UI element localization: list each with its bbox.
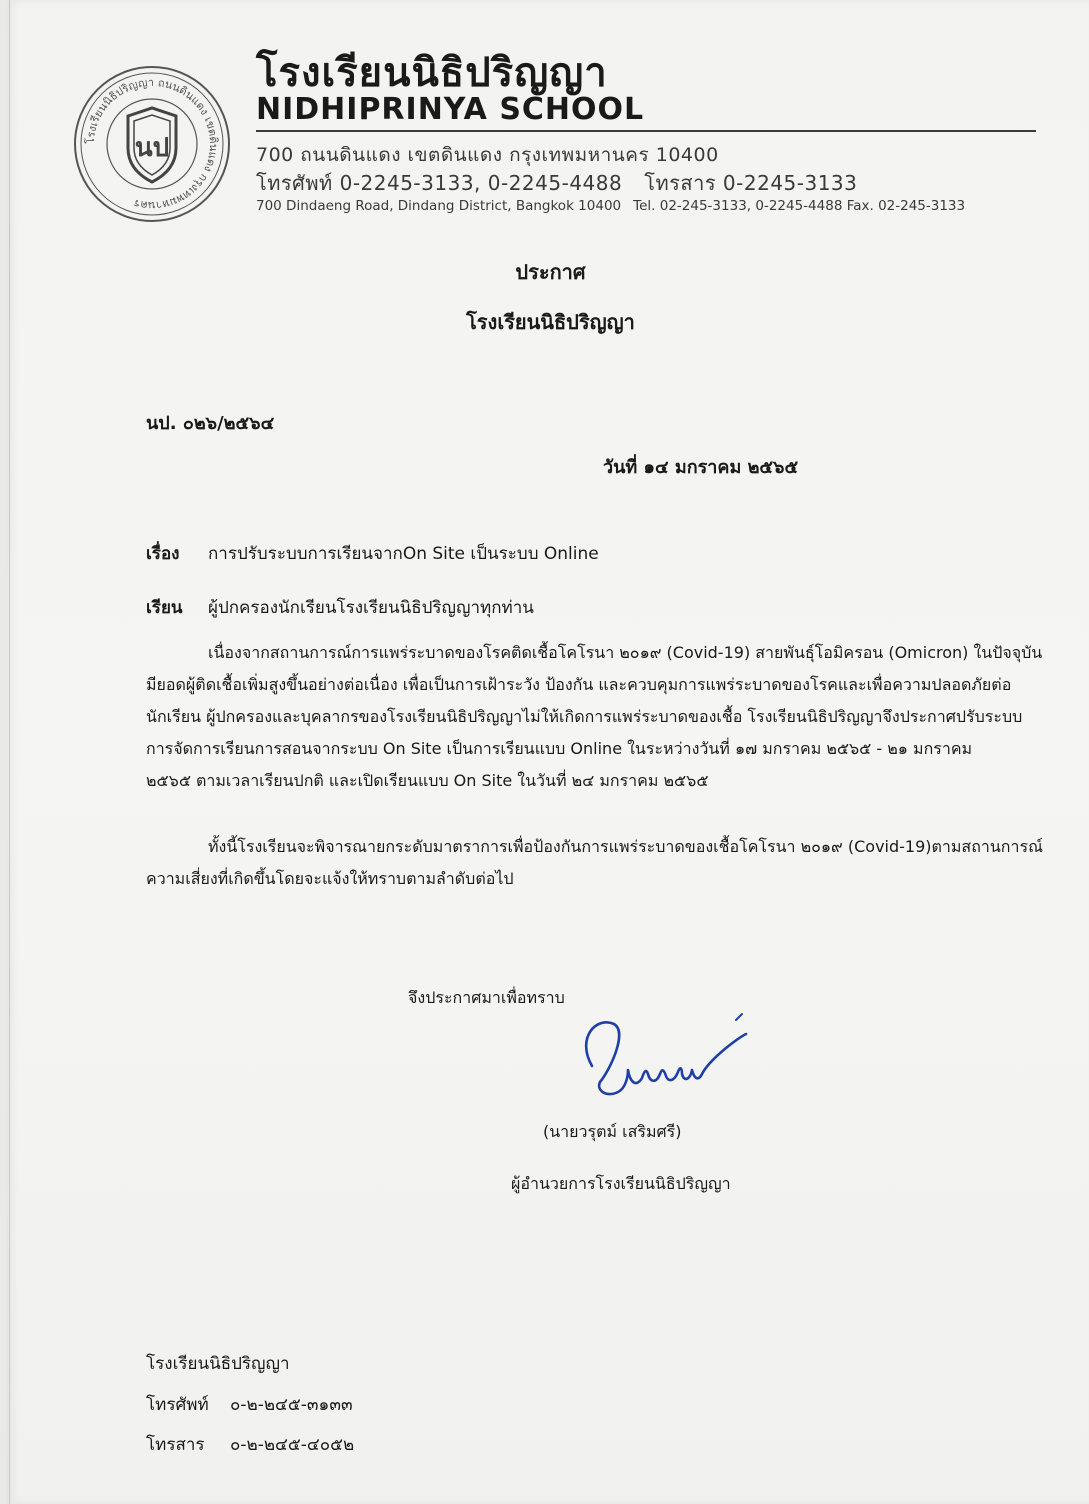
footer-fax-row: [146, 1431, 354, 1458]
recipient-row: [146, 594, 534, 621]
phone-fax-thai: [256, 167, 857, 199]
footer-fax-label: โทรสาร: [146, 1435, 205, 1455]
paragraph-line: ความเสี่ยงที่เกิดขึ้นโดยจะแจ้งให้ทราบตามลำดับต่อไป: [146, 869, 514, 888]
footer-school: โรงเรียนนิธิปริญญา: [146, 1354, 290, 1374]
document-number: นป. ๐๒๖/๒๕๖๔: [146, 413, 275, 434]
footer-fax: ๐-๒-๒๔๕-๔๐๕๒: [230, 1435, 355, 1455]
seal-ring-text: โรงเรียนนิธิปริญญา ถนนดินแดง เขตดินแดง กรุงเทพมหานคร: [83, 75, 221, 213]
signer-name: (นายวรุตม์ เสริมศรี): [543, 1122, 682, 1141]
address-english-line: [256, 198, 965, 214]
school-name-english: NIDHIPRINYA SCHOOL: [256, 92, 645, 127]
paragraph-line: มียอดผู้ติดเชื้อเพิ่มสูงขึ้นอย่างต่อเนื่อง เพื่อเป็นการเฝ้าระวัง ป้องกัน และควบคุมการแพร่ระบาดของโรคและเพื่อความปลอดภัยต่อ: [146, 675, 1012, 694]
paragraph-line: ทั้งนี้โรงเรียนจะพิจารณายกระดับมาตราการเพื่อป้องกันการแพร่ระบาดของเชื้อโคโรนา ๒๐๑๙ (Covid-19)ตามสถานการณ์: [208, 837, 1043, 856]
footer-phone: ๐-๒-๒๔๕-๓๑๓๓: [230, 1395, 353, 1415]
page-edge: [9, 0, 10, 1504]
address-thai: 700 ถนนดินแดง เขตดินแดง กรุงเทพมหานคร 10400: [256, 144, 719, 166]
letterhead-divider: [256, 130, 1036, 132]
seal-monogram: นป: [134, 133, 170, 163]
body-paragraph-2: [146, 831, 1076, 895]
paragraph-line: การจัดการเรียนการสอนจากระบบ On Site เป็นการเรียนแบบ Online ในระหว่างวันที่ ๑๗ มกราคม ๒๕๖๕ - ๒๑ มกราคม: [146, 739, 973, 758]
address-english: 700 Dindaeng Road, Dindang District, Bangkok 10400: [256, 198, 622, 214]
document-date: วันที่ ๑๔ มกราคม ๒๕๖๕: [603, 457, 799, 478]
contact-english: Tel. 02-245-3133, 0-2245-4488 Fax. 02-245-3133: [633, 198, 966, 214]
paragraph-line: เนื่องจากสถานการณ์การแพร่ระบาดของโรคติดเชื้อโคโรนา ๒๐๑๙ (Covid-19) สายพันธุ์โอมิครอน (Omicron) ในปัจจุบัน: [208, 643, 1043, 662]
subject-label: เรื่อง: [146, 544, 180, 564]
footer-phone-label: โทรศัพท์: [146, 1395, 209, 1415]
handwritten-signature: [566, 1008, 756, 1108]
footer-phone-row: [146, 1391, 353, 1418]
paragraph-line: ๒๕๖๕ ตามเวลาเรียนปกติ และเปิดเรียนแบบ On Site ในวันที่ ๒๔ มกราคม ๒๕๖๕: [146, 771, 709, 790]
paragraph-line: นักเรียน ผู้ปกครองและบุคลากรของโรงเรียนนิธิปริญญาไม่ให้เกิดการแพร่ระบาดของเชื้อ โรงเรียนนิธิปริญญาจึงประกาศปรับระบบ: [146, 707, 1023, 726]
body-paragraph-1: [146, 637, 1076, 797]
school-name-thai: โรงเรียนนิธิปริญญา: [256, 50, 608, 96]
document-page: [6, 0, 1089, 1504]
school-seal-icon: [72, 64, 232, 224]
recipient-text: ผู้ปกครองนักเรียนโรงเรียนนิธิปริญญาทุกท่าน: [208, 598, 534, 618]
announcement-heading: ประกาศ: [515, 260, 586, 284]
subject-row: [146, 540, 599, 567]
fax-thai: โทรสาร 0-2245-3133: [644, 171, 858, 195]
signer-position: ผู้อำนวยการโรงเรียนนิธิปริญญา: [511, 1174, 731, 1193]
closing-line: จึงประกาศมาเพื่อทราบ: [408, 988, 565, 1007]
announcement-school: โรงเรียนนิธิปริญญา: [466, 310, 635, 334]
recipient-label: เรียน: [146, 598, 183, 618]
phone-thai: โทรศัพท์ 0-2245-3133, 0-2245-4488: [256, 171, 623, 195]
subject-text: การปรับระบบการเรียนจากOn Site เป็นระบบ Online: [208, 544, 599, 564]
